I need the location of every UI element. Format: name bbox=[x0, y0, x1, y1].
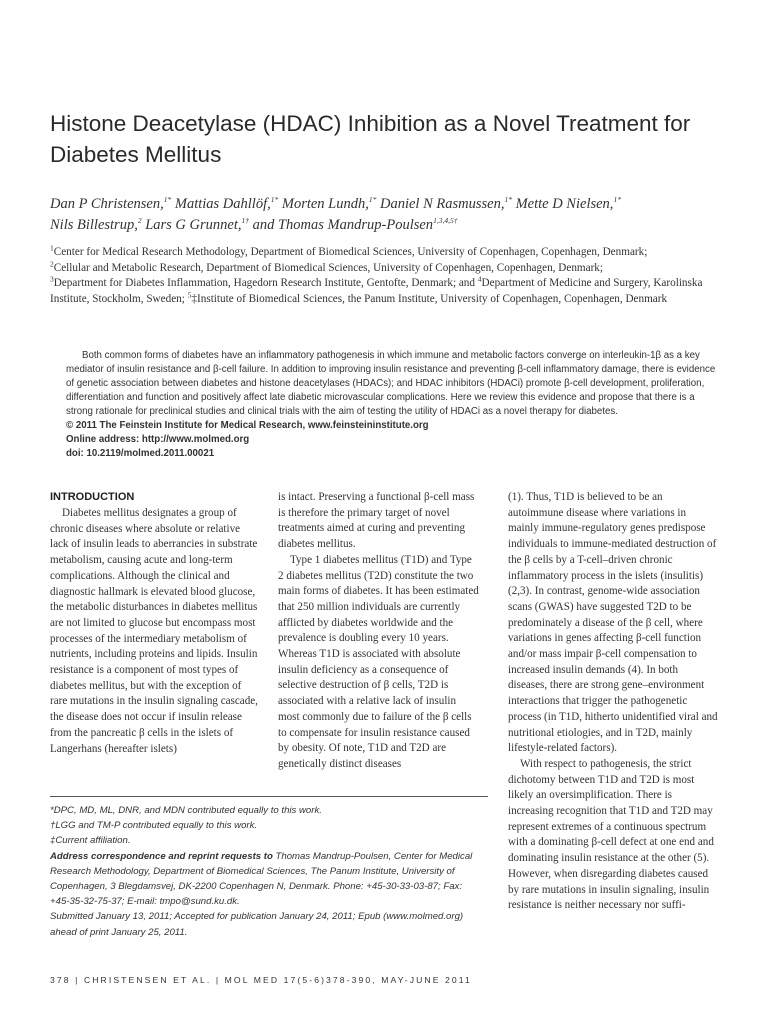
doi-line: doi: 10.2119/molmed.2011.00021 bbox=[66, 448, 215, 459]
author-list bbox=[50, 194, 740, 236]
footnote-submission-dates: Submitted January 13, 2011; Accepted for publication January 24, 2011; Epub (www.molmed.org) ahead of print January 25, 2011. bbox=[50, 911, 464, 938]
correspondence-text: Thomas Mandrup-Poulsen, Center for Medical Research Methodology, Department of Biomedical Sciences, The Panum Institute, University of Copenhagen, 3 Blegdamsvej, DK-2200 Copenhagen N, Denmark. Phone: +45-30-33-03-87; Fax: +45-35-32-75-37; E-mail: tmpo@sund.ku.dk. bbox=[50, 850, 473, 908]
body-column-3 bbox=[508, 490, 718, 914]
online-address: Online address: http://www.molmed.org bbox=[66, 434, 250, 445]
author: and Thomas Mandrup-Poulsen$^{1,3,4,5\dagger}$ bbox=[248, 216, 458, 233]
affiliation: $^5$‡Institute of Biomedical Sciences, the Panum Institute, University of Copenhagen, Copenhagen, Denmark bbox=[187, 290, 668, 305]
author: Lars G Grunnet,$^{1\dagger}$ bbox=[141, 216, 249, 233]
body-column-2 bbox=[278, 490, 480, 773]
paragraph: With respect to pathogenesis, the strict dichotomy between T1D and T2D is most likely an oversimplification. There is increasing recognition that T1D and T2D may represent extremes of a continuous spectrum with a dominating β-cell defect at one end and dominating insulin resistance at the other (5). However, when disregarding diabetes caused by rare mutations in insulin signaling, insulin resistance is neither necessary nor suffi- bbox=[508, 757, 714, 912]
author: Mette D Nielsen,$^{1*}$ bbox=[511, 195, 621, 212]
abstract bbox=[66, 349, 716, 461]
copyright-line: © 2011 The Feinstein Institute for Medical Research, www.feinsteininstitute.org bbox=[66, 420, 429, 431]
affiliation: $^4$Department of Medicine and Surgery, Karolinska Institute, Stockholm, Sweden; bbox=[50, 274, 703, 305]
affiliation: $^1$Center for Medical Research Methodology, Department of Biomedical Sciences, University of Copenhagen, Copenhagen, Denmark; bbox=[50, 243, 648, 258]
paragraph: is intact. Preserving a functional β-cell mass is therefore the primary target of novel treatments aimed at curing and preventing diabetes mellitus. bbox=[278, 491, 475, 551]
footnote-correspondence bbox=[50, 849, 482, 910]
paragraph: Type 1 diabetes mellitus (T1D) and Type 2 diabetes mellitus (T2D) constitute the two main forms of diabetes. It has been estimated that 250 million individuals are currently afflicted by diabetes worldwide and the prevalence is doubling every 10 years. Whereas T1D is associated with absolute insulin deficiency as a consequence of selective destruction of β cells, T2D is associated with a relative lack of insulin most commonly due to failure of the β cells to compensate for insulin resistance caused by obesity. Of note, T1D and T2D are genetically distinct diseases bbox=[278, 553, 479, 770]
footnote-divider bbox=[50, 796, 488, 797]
paper-title: Histone Deacetylase (HDAC) Inhibition as a Novel Treatment for Diabetes Mellitus bbox=[50, 111, 691, 167]
page-footer: 378 | CHRISTENSEN ET AL. | MOL MED 17(5-6)378-390, MAY-JUNE 2011 bbox=[50, 975, 472, 985]
abstract-text: Both common forms of diabetes have an inflammatory pathogenesis in which immune and metabolic factors converge on interleukin-1β as a key mediator of insulin resistance and β-cell failure. In addition to improving insulin resistance and preventing β-cell inflammatory damage, there is evidence of genetic association between diabetes and histone deacetylases (HDACs); and HDAC inhibitors (HDACi) promote β-cell development, proliferation, differentiation and function and positively affect late diabetic microvascular complications. Here we review this evidence and propose that there is a strong rationale for preclinical studies and clinical trials with the aim of testing the utility of HDACi as a novel therapy for diabetes. bbox=[66, 350, 716, 417]
correspondence-label: Address correspondence and reprint requests to bbox=[50, 850, 273, 862]
body-column-1 bbox=[50, 490, 258, 757]
affiliations bbox=[50, 245, 730, 307]
paragraph: (1). Thus, T1D is believed to be an autoimmune disease where variations in mainly immune-regulatory genes predispose individuals to immune-mediated destruction of the β cells by a T-cell–driven chronic inflammatory process in the islets (insulitis) (2,3). In contrast, genome-wide association scans (GWAS) have suggested T2D to be predominately a disease of the β cell, where variations in genes affecting β-cell function and/or mass impair β-cell compensation to increased insulin demands (4). In both diseases, there are strong gene–environment interactions that trigger the pathogenetic process (in T1D, hitherto unidentified viral and nutritional etiologies, and in T2D, mainly lifestyle-related factors). bbox=[508, 491, 718, 755]
affiliation: $^2$Cellular and Metabolic Research, Department of Biomedical Sciences, University of Copenhagen, Copenhagen, Denmark; bbox=[50, 258, 604, 274]
author: Morten Lundh,$^{1*}$ bbox=[278, 195, 377, 212]
author: Dan P Christensen,$^{1*}$ bbox=[50, 195, 172, 212]
affiliation: $^3$Department for Diabetes Inflammation, Hagedorn Research Institute, Gentofte, Denmark; and bbox=[50, 274, 478, 290]
section-heading-introduction: INTRODUCTION bbox=[50, 491, 135, 503]
author: Nils Billestrup,$^2$ bbox=[50, 216, 142, 233]
footnote-equal-contribution-2: †LGG and TM-P contributed equally to this work. bbox=[50, 820, 258, 832]
paragraph: Diabetes mellitus designates a group of chronic diseases where absolute or relative lack of insulin leads to aberrancies in substrate metabolism, causing acute and long-term complications. Although the clinical and diagnostic hallmark is elevated blood glucose, the metabolic disturbances in diabetes mellitus are not limited to glucose but encompass most processes of the intermediary metabolism of nutrients, including proteins and lipids. Insulin resistance is a component of most types of diabetes mellitus, but with the exception of rare mutations in the insulin signaling cascade, the disease does not occur if insulin release from the pancreatic β cells in the islets of Langerhans (hereafter islets) bbox=[50, 507, 258, 755]
footnote-current-affiliation: ‡Current affiliation. bbox=[50, 835, 131, 847]
footnote-equal-contribution: *DPC, MD, ML, DNR, and MDN contributed equally to this work. bbox=[50, 805, 322, 816]
footnotes bbox=[50, 803, 482, 940]
author: Daniel N Rasmussen,$^{1*}$ bbox=[376, 195, 512, 212]
author: Mattias Dahllöf,$^{1*}$ bbox=[171, 195, 279, 212]
